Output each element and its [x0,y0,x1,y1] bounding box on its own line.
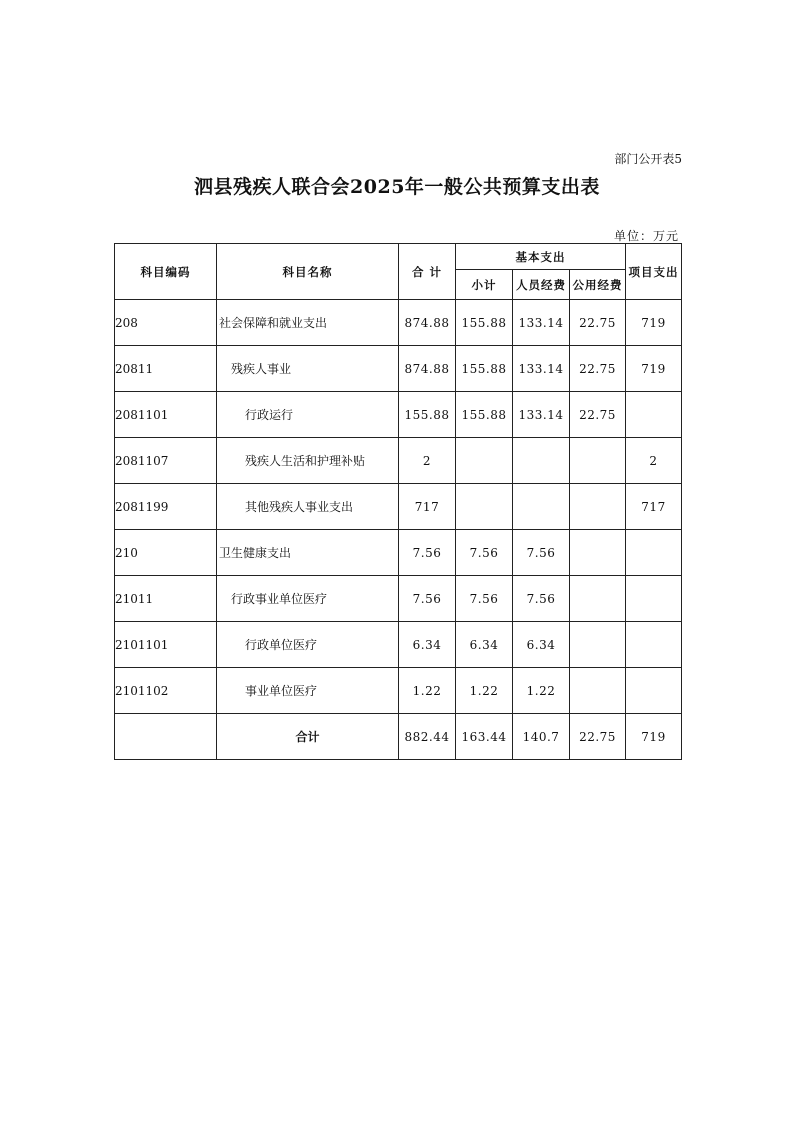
row-code: 208 [115,300,217,346]
row-project [626,622,682,668]
row-public: 22.75 [570,300,626,346]
row-name: 残疾人事业 [217,346,399,392]
header-basic: 基本支出 [456,244,626,270]
header-code: 科目编码 [115,244,217,300]
page-title: 泗县残疾人联合会2025年一般公共预算支出表 [194,176,600,198]
row-subtotal: 1.22 [456,668,513,714]
row-code: 2101102 [115,668,217,714]
row-project [626,576,682,622]
table-row [115,484,682,530]
row-code: 20811 [115,346,217,392]
row-name: 行政事业单位医疗 [217,576,399,622]
row-subtotal [456,484,513,530]
row-code: 2101101 [115,622,217,668]
row-subtotal: 155.88 [456,346,513,392]
header-name: 科目名称 [217,244,399,300]
row-name: 行政单位医疗 [217,622,399,668]
row-public [570,622,626,668]
header-public: 公用经费 [570,270,626,300]
row-total: 155.88 [399,392,456,438]
row-total: 717 [399,484,456,530]
total-project: 719 [626,714,682,760]
row-public [570,668,626,714]
row-personnel [513,438,570,484]
row-subtotal: 155.88 [456,300,513,346]
row-public [570,530,626,576]
row-total: 7.56 [399,576,456,622]
row-personnel: 7.56 [513,576,570,622]
total-public: 22.75 [570,714,626,760]
unit-label: 单位：万元 [613,229,679,243]
row-total: 2 [399,438,456,484]
total-label: 合计 [217,714,399,760]
table-row [115,622,682,668]
document-label: 部门公开表5 [614,152,682,166]
header-project: 项目支出 [626,244,682,300]
row-code: 21011 [115,576,217,622]
table-row [115,530,682,576]
row-project [626,530,682,576]
header-total: 合 计 [399,244,456,300]
row-total: 7.56 [399,530,456,576]
row-personnel: 1.22 [513,668,570,714]
row-code: 210 [115,530,217,576]
row-name: 行政运行 [217,392,399,438]
row-subtotal [456,438,513,484]
row-name: 卫生健康支出 [217,530,399,576]
row-total: 874.88 [399,346,456,392]
total-subtotal: 163.44 [456,714,513,760]
header-row-1 [115,244,682,270]
row-total: 874.88 [399,300,456,346]
header-personnel: 人员经费 [513,270,570,300]
row-name: 其他残疾人事业支出 [217,484,399,530]
header-subtotal: 小计 [456,270,513,300]
row-public [570,576,626,622]
row-project: 2 [626,438,682,484]
row-name: 社会保障和就业支出 [217,300,399,346]
row-subtotal: 7.56 [456,576,513,622]
table-row [115,668,682,714]
row-code: 2081199 [115,484,217,530]
row-personnel: 133.14 [513,346,570,392]
total-code-empty [115,714,217,760]
total-personnel: 140.7 [513,714,570,760]
table-row [115,392,682,438]
table-row [115,300,682,346]
row-public [570,484,626,530]
total-total: 882.44 [399,714,456,760]
row-personnel: 133.14 [513,392,570,438]
row-project [626,392,682,438]
row-name: 事业单位医疗 [217,668,399,714]
row-personnel: 6.34 [513,622,570,668]
row-subtotal: 6.34 [456,622,513,668]
row-personnel [513,484,570,530]
row-code: 2081101 [115,392,217,438]
row-project: 719 [626,300,682,346]
row-personnel: 7.56 [513,530,570,576]
row-code: 2081107 [115,438,217,484]
row-project: 719 [626,346,682,392]
row-name: 残疾人生活和护理补贴 [217,438,399,484]
table-row [115,346,682,392]
row-subtotal: 7.56 [456,530,513,576]
row-total: 6.34 [399,622,456,668]
table-row [115,576,682,622]
row-public [570,438,626,484]
row-public: 22.75 [570,392,626,438]
row-public: 22.75 [570,346,626,392]
table-row [115,438,682,484]
row-project [626,668,682,714]
budget-table [114,243,682,760]
row-subtotal: 155.88 [456,392,513,438]
row-total: 1.22 [399,668,456,714]
row-project: 717 [626,484,682,530]
total-row [115,714,682,760]
row-personnel: 133.14 [513,300,570,346]
